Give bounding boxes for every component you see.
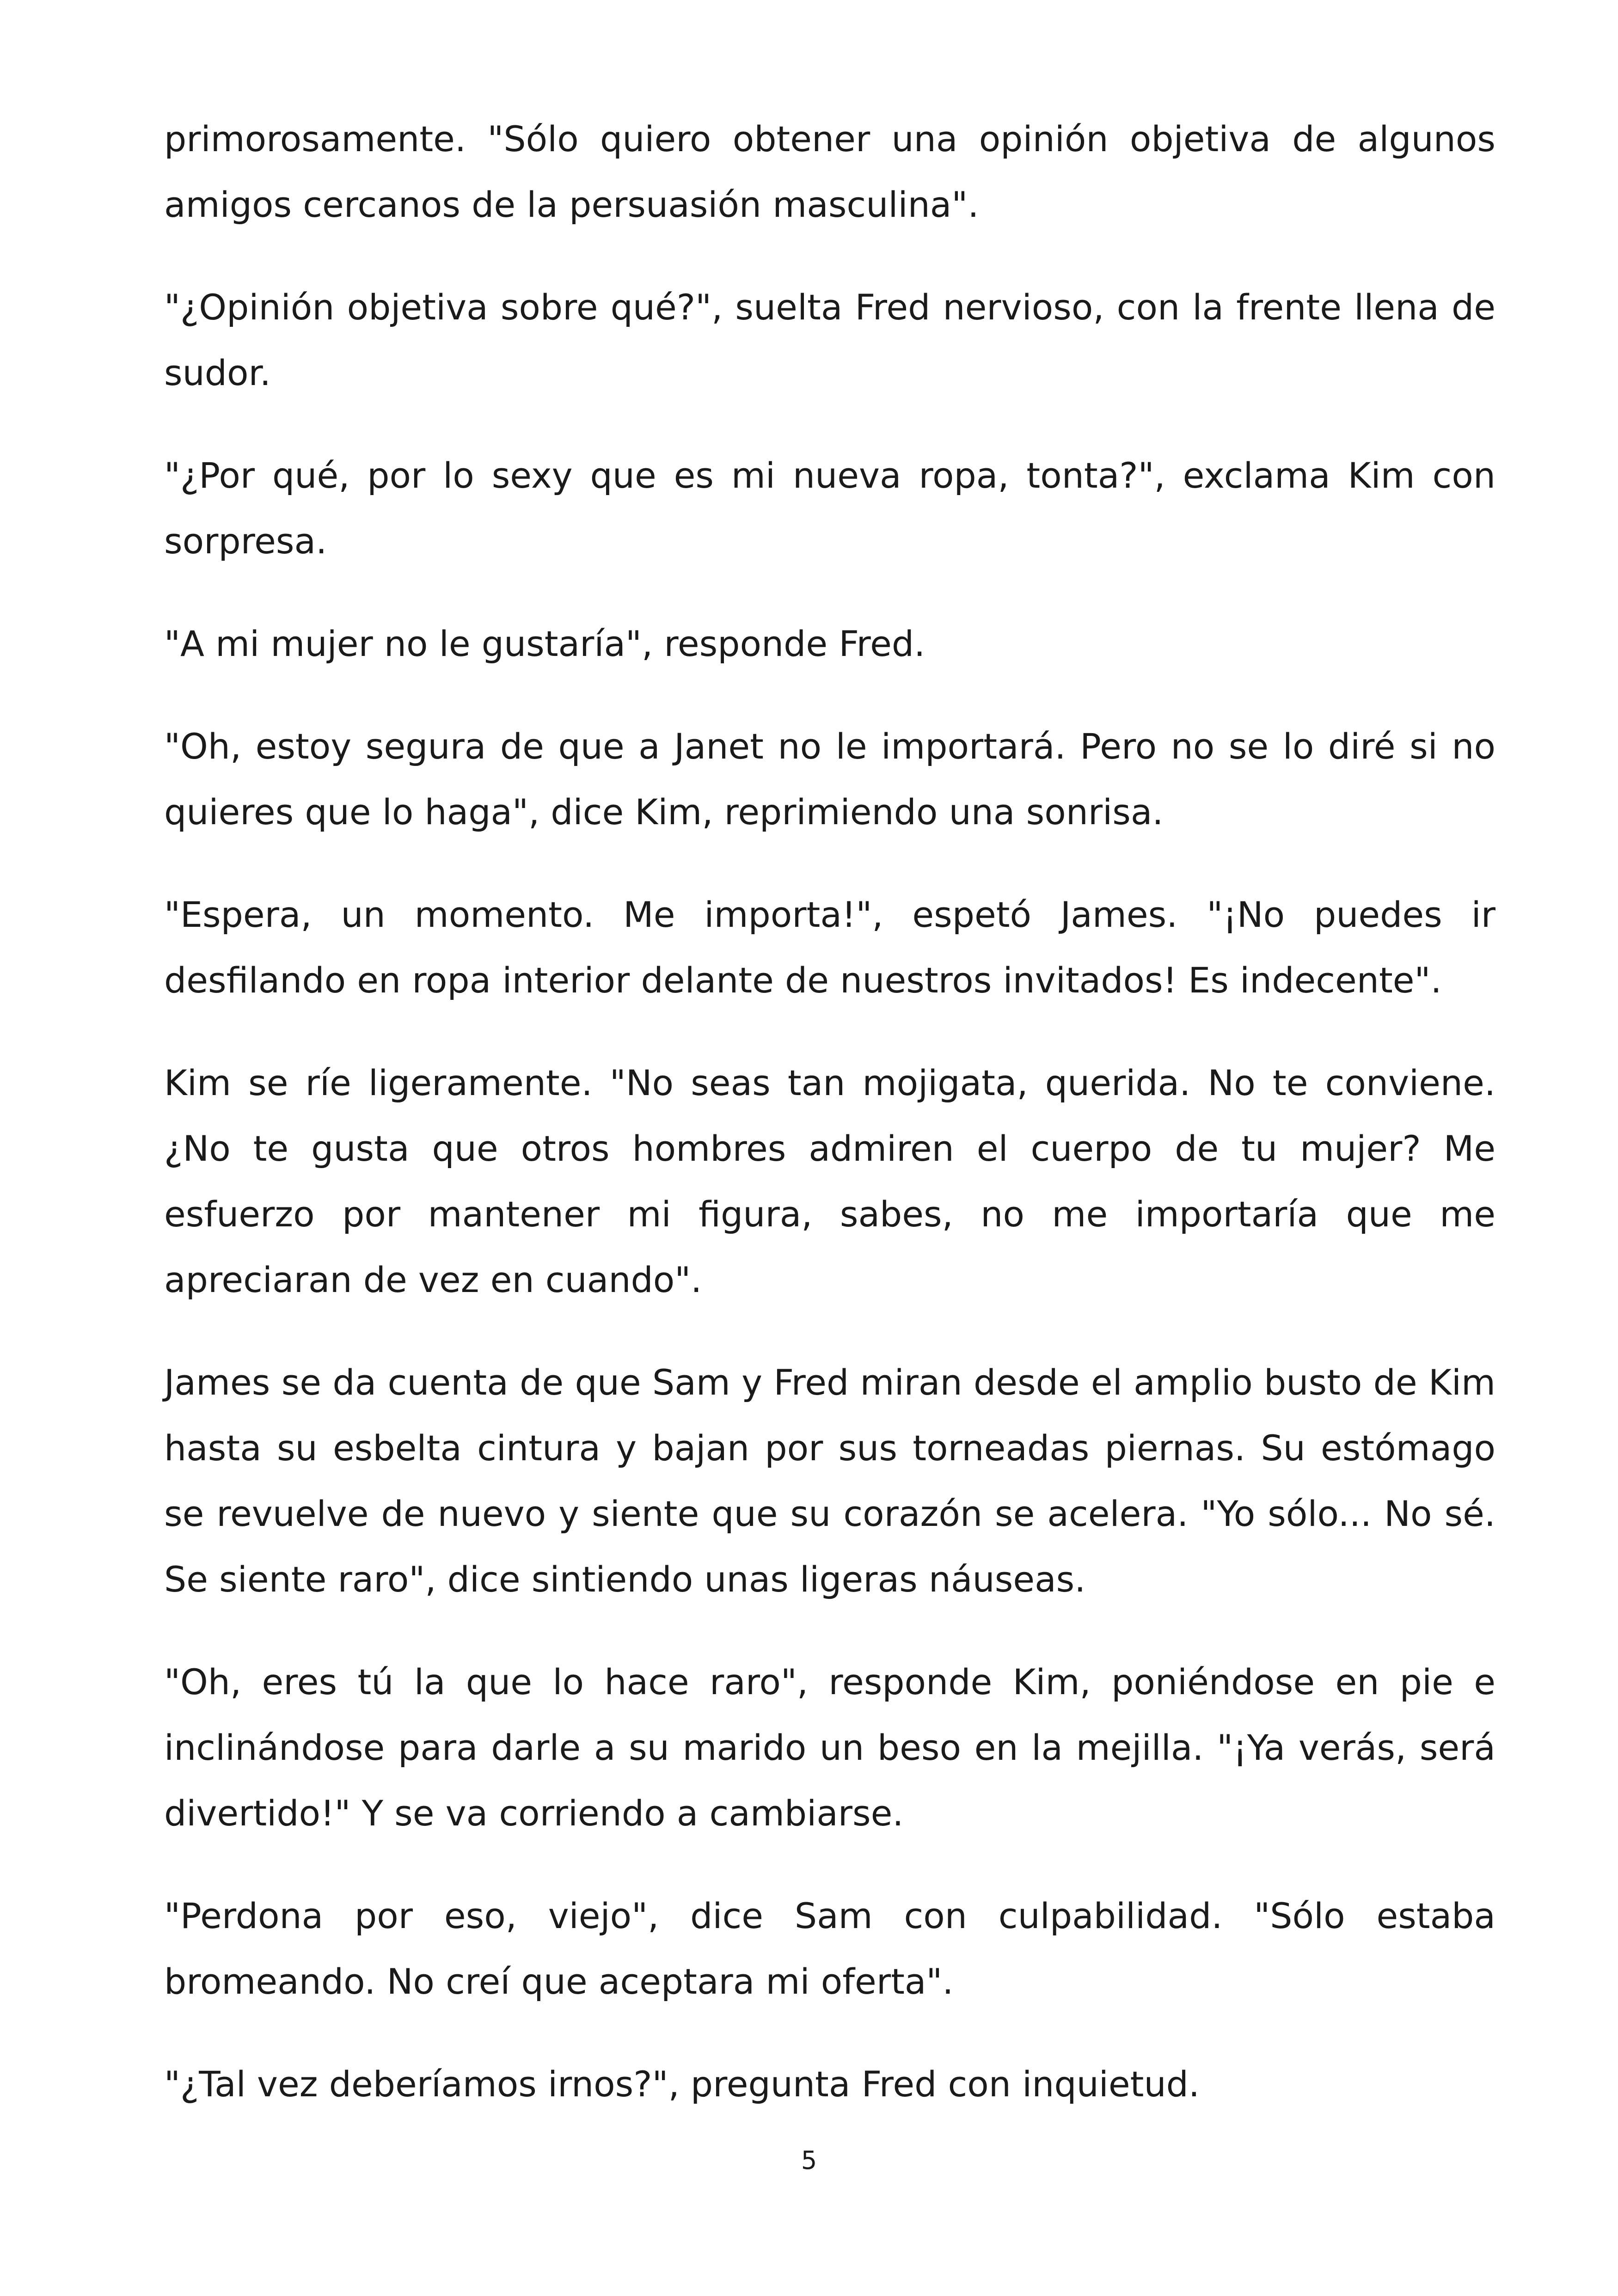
paragraph: James se da cuenta de que Sam y Fred miran desde el amplio busto de Kim hasta su esbelta cintura y bajan por sus torneadas piernas. Su estómago se revuelve de nuevo y siente que su corazón se acelera. "Yo sólo... No sé. Se siente raro", dice sintiendo unas ligeras náuseas. — [164, 1362, 1495, 1600]
paragraph: "Perdona por eso, viejo", dice Sam con culpabilidad. "Sólo estaba bromeando. No creí que aceptara mi oferta". — [164, 1895, 1495, 2002]
paragraph: "¿Tal vez deberíamos irnos?", pregunta Fred con inquietud. — [164, 2063, 1200, 2105]
paragraph: "Oh, estoy segura de que a Janet no le importará. Pero no se lo diré si no quieres que lo haga", dice Kim, reprimiendo una sonrisa. — [164, 726, 1495, 833]
paragraph: "A mi mujer no le gustaría", responde Fred. — [164, 623, 925, 664]
paragraph: Kim se ríe ligeramente. "No seas tan mojigata, querida. No te conviene. ¿No te gusta que otros hombres admiren el cuerpo de tu mujer? Me esfuerzo por mantener mi figura, sabes, no me importaría que me apreciaran de vez en cuando". — [164, 1062, 1495, 1300]
paragraph: "¿Por qué, por lo sexy que es mi nueva ropa, tonta?", exclama Kim con sorpresa. — [164, 455, 1495, 562]
paragraph: "Oh, eres tú la que lo hace raro", responde Kim, poniéndose en pie e inclinándose para darle a su marido un beso en la mejilla. "¡Ya verás, será divertido!" Y se va corriendo a cambiarse. — [164, 1661, 1495, 1834]
paragraph: "Espera, un momento. Me importa!", espetó James. "¡No puedes ir desfilando en ropa interior delante de nuestros invitados! Es indecente". — [164, 894, 1495, 1001]
page-number: 5 — [801, 2146, 817, 2175]
paragraph: primorosamente. "Sólo quiero obtener una opinión objetiva de algunos amigos cercanos de la persuasión masculina". — [164, 118, 1495, 225]
paragraph: "¿Opinión objetiva sobre qué?", suelta Fred nervioso, con la frente llena de sudor. — [164, 287, 1495, 393]
body-text — [164, 106, 1495, 2154]
